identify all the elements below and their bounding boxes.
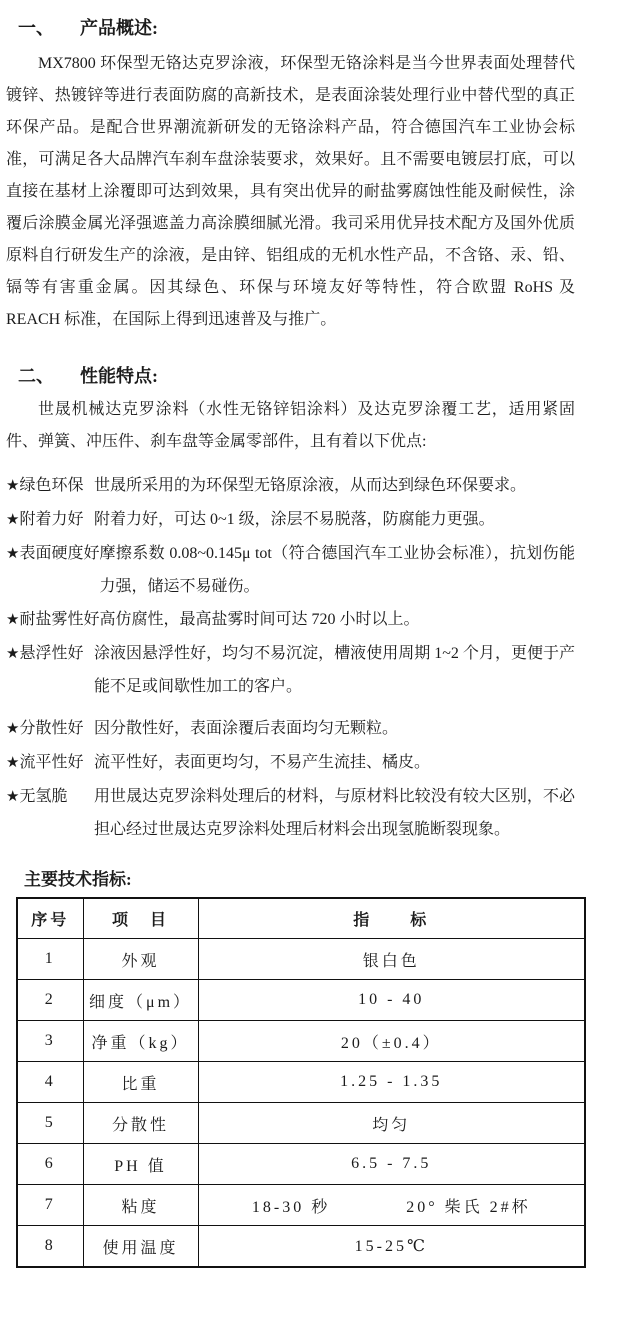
column-header-indicator: 指 标 (198, 898, 585, 939)
cell-value: 10 - 40 (198, 980, 585, 1021)
feature-description: 高仿腐性，最高盐雾时间可达 720 小时以上。 (99, 611, 420, 628)
feature-label-text: 表面硬度好 (19, 545, 100, 562)
section1-paragraph: MX7800 环保型无铬达克罗涂液，环保型无铬涂料是当今世界表面处理替代镀锌、热镀锌等进行表面防腐的高新技术，是表面涂装处理行业中替代型的真正环保产品。是配合世界潮流新研发的无铬涂料产品，符合德国汽车工业协会标准，可满足各大品牌汽车刹车盘涂装要求，效果好。且不需要电镀层打底，可以直接在基材上涂覆即可达到效果，具有突出优异的耐盐雾腐蚀性能及耐候性，涂覆后涂膜金属光泽强遮盖力高涂膜细腻光滑。我司采用优异技术配方及国外优质原料自行研发生产的涂液，是由锌、铝组成的无机水性产品，不含铬、汞、铅、镉等有害重金属。因其绿色、环保与环境友好等特性，符合欧盟 RoHS 及 REACH 标准，在国际上得到迅速普及与推广。 (6, 55, 575, 328)
feature-description: 摩擦系数 0.08~0.145μ tot（符合德国汽车工业协会标准），抗划伤能力强，储运不易碰伤。 (99, 545, 575, 595)
feature-item-green (6, 469, 575, 503)
section2-intro: 世晟机械达克罗涂料（水性无铬锌铝涂料）及达克罗涂覆工艺，适用紧固件、弹簧、冲压件、刹车盘等金属零部件，且有着以下优点: (6, 401, 575, 450)
feature-label-text: 分散性好 (19, 720, 84, 737)
section1-number: 一、 (18, 18, 54, 38)
feature-label (6, 603, 99, 637)
cell-value: 1.25 - 1.35 (198, 1062, 585, 1103)
cell-value: 银白色 (198, 939, 585, 980)
cell-item: 分散性 (83, 1103, 198, 1144)
cell-item: 净重（kg） (83, 1021, 198, 1062)
cell-value: 均匀 (198, 1103, 585, 1144)
table-row (17, 939, 585, 980)
table-header-row (17, 898, 585, 939)
cell-no: 6 (17, 1144, 83, 1185)
feature-label-text: 无氢脆 (19, 788, 68, 805)
section2-title: 性能特点: (80, 366, 158, 386)
star-icon: ★ (6, 789, 20, 805)
table-row (17, 1144, 585, 1185)
star-icon: ★ (6, 721, 20, 737)
section1-heading (18, 16, 575, 40)
feature-label (6, 746, 94, 780)
feature-label-text: 悬浮性好 (19, 645, 84, 662)
feature-item-salt-spray (6, 603, 575, 637)
table-row (17, 1062, 585, 1103)
column-header-item: 项 目 (83, 898, 198, 939)
feature-item-suspension (6, 637, 575, 703)
table-row (17, 1103, 585, 1144)
feature-item-dispersion (6, 712, 575, 746)
feature-label-text: 绿色环保 (19, 477, 84, 494)
feature-label (6, 712, 94, 746)
section1-title: 产品概述: (80, 18, 158, 38)
star-icon: ★ (6, 546, 20, 562)
cell-no: 8 (17, 1226, 83, 1268)
star-icon: ★ (6, 612, 20, 628)
table-row (17, 1185, 585, 1226)
cell-no: 2 (17, 980, 83, 1021)
cell-item: 粘度 (83, 1185, 198, 1226)
cell-no: 3 (17, 1021, 83, 1062)
star-icon: ★ (6, 646, 20, 662)
cell-no: 1 (17, 939, 83, 980)
feature-description: 用世晟达克罗涂料处理后的材料，与原材料比较没有较大区别，不必担心经过世晟达克罗涂料处理后材料会出现氢脆断裂现象。 (94, 788, 575, 838)
feature-list (6, 469, 575, 846)
feature-description: 附着力好，可达 0~1 级，涂层不易脱落，防腐能力更强。 (94, 511, 495, 528)
star-icon: ★ (6, 478, 20, 494)
cell-value: 15-25℃ (198, 1226, 585, 1268)
table-row (17, 980, 585, 1021)
cell-item: 外观 (83, 939, 198, 980)
feature-label (6, 537, 99, 603)
cell-value: 18-30 秒 20° 柴氏 2#杯 (198, 1185, 585, 1226)
feature-label-text: 耐盐雾性好 (19, 611, 100, 628)
feature-item-adhesion (6, 503, 575, 537)
feature-item-leveling (6, 746, 575, 780)
star-icon: ★ (6, 512, 20, 528)
feature-label-text: 流平性好 (19, 754, 84, 771)
cell-item: 比重 (83, 1062, 198, 1103)
table-row (17, 1226, 585, 1268)
feature-item-no-hydrogen-embrittlement (6, 780, 575, 846)
feature-label (6, 637, 94, 703)
cell-value: 6.5 - 7.5 (198, 1144, 585, 1185)
spec-table-heading: 主要技术指标: (24, 870, 132, 889)
feature-description: 世晟所采用的为环保型无铬原涂液，从而达到绿色环保要求。 (94, 477, 527, 494)
column-header-no: 序号 (17, 898, 83, 939)
cell-item: 细度（μm） (83, 980, 198, 1021)
feature-item-hardness (6, 537, 575, 603)
cell-no: 4 (17, 1062, 83, 1103)
section2-heading (18, 364, 575, 388)
feature-description: 流平性好，表面更均匀，不易产生流挂、橘皮。 (94, 754, 431, 771)
feature-label (6, 780, 94, 846)
table-row (17, 1021, 585, 1062)
section2-number: 二、 (18, 366, 54, 386)
feature-description: 因分散性好，表面涂覆后表面均匀无颗粒。 (94, 720, 399, 737)
cell-no: 7 (17, 1185, 83, 1226)
cell-item: 使用温度 (83, 1226, 198, 1268)
feature-label (6, 503, 94, 537)
cell-no: 5 (17, 1103, 83, 1144)
star-icon: ★ (6, 755, 20, 771)
spec-table (16, 897, 586, 1268)
cell-value: 20（±0.4） (198, 1021, 585, 1062)
feature-label-text: 附着力好 (19, 511, 84, 528)
feature-description: 涂液因悬浮性好，均匀不易沉淀，槽液使用周期 1~2 个月，更便于产能不足或间歇性加工的客户。 (94, 645, 575, 695)
cell-item: PH 值 (83, 1144, 198, 1185)
feature-label (6, 469, 94, 503)
